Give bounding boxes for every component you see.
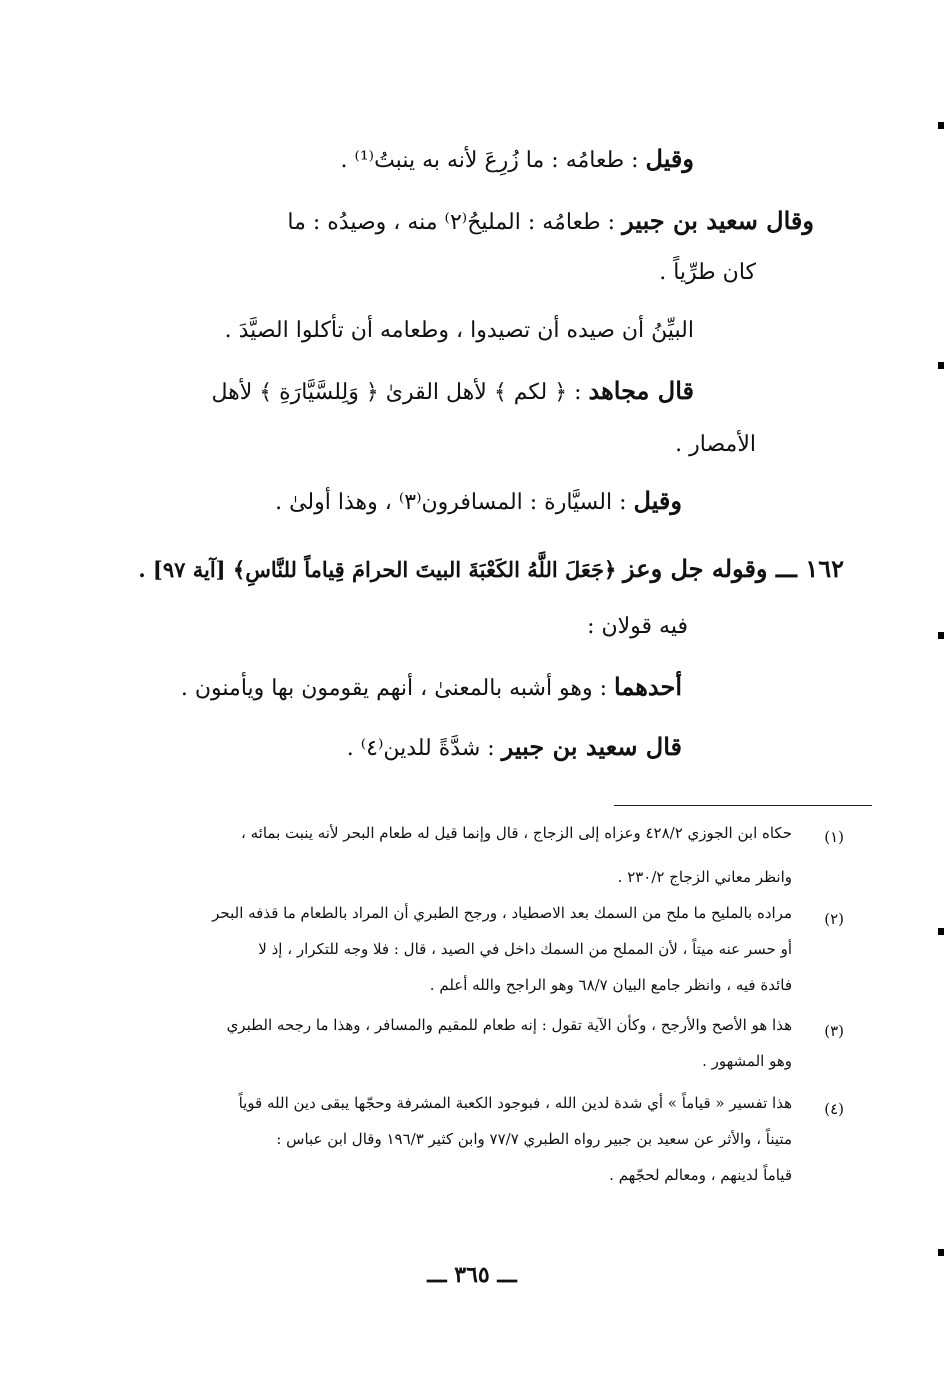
verse-text: ﴿جَعَلَ اللَّهُ الكَعْبَةَ البيتَ الحرامَ قِياماً للنَّاسِ﴾ [آية ٩٧] .: [138, 557, 617, 582]
lead-phrase: ١٦٢ ـــ وقوله جل وعز: [623, 554, 844, 583]
line-text: : شدَّةً للدين⁽٤⁾ .: [346, 736, 495, 761]
footnote-4-line-3: قياماً لدينهم ، ومعالم لحجّهم .: [609, 1166, 792, 1184]
line-text: البيِّنُ أن صيده أن تصيدوا ، وطعامه أن تأكلوا الصيَّدَ .: [224, 318, 694, 343]
footnote-number: (٤): [824, 1100, 844, 1118]
footnote-1-line-1: حكاه ابن الجوزي ٤٢٨/٢ وعزاه إلى الزجاج ، قال وإنما قيل له طعام البحر لأنه ينبت بمائه ،: [241, 824, 792, 842]
line-text: فيه قولان :: [587, 614, 688, 639]
footnote-4-line-2: متيناً ، والأثر عن سعيد بن جبير رواه الطبري ٧٧/٧ وابن كثير ١٩٦/٣ وقال ابن عباس :: [276, 1130, 792, 1148]
line-text: : طعامُه : المليحُ⁽٢⁾ منه ، وصيدُه : ما: [287, 210, 616, 235]
body-line-4: [225, 314, 694, 348]
body-line-2: [287, 204, 814, 240]
body-line-10: [181, 670, 682, 706]
footnote-4-line-1: هذا تفسير « قياماً » أي شدة لدين الله ، فبوجود الكعبة المشرفة وحجّها يبقى دين الله قوياً: [238, 1094, 792, 1112]
footnote-2-line-1: مراده بالمليح ما ملح من السمك بعد الاصطياد ، ورجح الطبري أن المراد بالطعام ما قذفه البحر: [212, 904, 792, 922]
body-line-11: [347, 730, 682, 766]
scan-edge-mark: [938, 928, 944, 935]
lead-phrase: أحدهما: [614, 672, 682, 701]
footnote-number: (١): [824, 828, 844, 846]
scan-edge-mark: [938, 122, 944, 129]
lead-phrase: قال سعيد بن جبير: [501, 732, 682, 761]
lead-phrase: وقال سعيد بن جبير: [622, 206, 814, 235]
line-text: كان طرِّياً .: [659, 260, 756, 285]
line-text: : وهو أشبه بالمعنىٰ ، أنهم يقومون بها ويأمنون .: [180, 676, 608, 701]
line-text: : السيَّارة : المسافرون⁽٣⁾ ، وهذا أولىٰ .: [275, 490, 627, 515]
footnote-number: (٢): [824, 910, 844, 928]
lead-phrase: قال مجاهد: [588, 376, 694, 405]
line-text: الأمصار .: [675, 432, 756, 457]
footnote-3-line-1: هذا هو الأصح والأرجح ، وكأن الآية تقول : إنه طعام للمقيم والمسافر ، وهذا ما رجحه الطبري: [226, 1016, 792, 1034]
body-line-6: [675, 428, 756, 462]
scan-edge-mark: [938, 632, 944, 639]
footnote-1-line-2: وانظر معاني الزجاج ٢٣٠/٢ .: [617, 868, 792, 886]
body-line-8: [138, 552, 844, 587]
footnote-3-line-2: وهو المشهور .: [702, 1052, 792, 1070]
body-line-9: [587, 610, 688, 644]
line-text: : طعامُه : ما زُرِعَ لأنه به ينبتُ⁽¹⁾ .: [340, 148, 639, 173]
lead-phrase: وقيل: [645, 144, 694, 173]
lead-phrase: وقيل: [633, 486, 682, 515]
footnote-separator: [614, 805, 872, 806]
body-line-7: [275, 484, 682, 520]
body-line-3: [659, 256, 756, 290]
scan-edge-mark: [938, 362, 944, 369]
footnote-number: (٣): [824, 1022, 844, 1040]
scan-edge-mark: [938, 1249, 944, 1256]
body-line-5: [211, 374, 694, 410]
footnote-2-line-2: أو حسر عنه ميتاً ، لأن المملح من السمك داخل في الصيد ، قال : فلا وجه للتكرار ، إذ لا: [258, 940, 792, 958]
line-text: : ﴿ لكم ﴾ لأهل القرىٰ ﴿ وَلِلسَّيَّارَةِ ﴾ لأهل: [211, 380, 582, 405]
body-line-1: [340, 142, 694, 178]
footnote-2-line-3: فائدة فيه ، وانظر جامع البيان ٦٨/٧ وهو الراجح والله أعلم .: [429, 976, 792, 994]
page-number: ـــ ٣٦٥ ـــ: [427, 1262, 517, 1288]
